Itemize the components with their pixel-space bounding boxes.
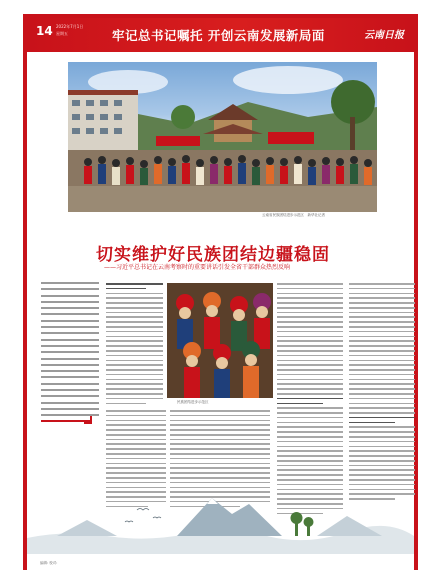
article-headline: 切实维护好民族团结边疆稳固 bbox=[96, 245, 330, 265]
article-column-4 bbox=[277, 283, 343, 517]
section-banner-title: 牢记总书记嘱托 开创云南发展新局面 bbox=[112, 28, 325, 43]
article-column-5 bbox=[349, 283, 415, 503]
editor-note bbox=[41, 282, 99, 417]
editor-note-hook bbox=[84, 416, 92, 424]
main-photo-caption: 云南省民族团结进步示范区 新华社记者 bbox=[262, 213, 325, 217]
bottom-landscape-artwork bbox=[27, 490, 414, 554]
newspaper-logo: 云南日报 bbox=[364, 30, 404, 41]
inset-photo-image bbox=[167, 283, 273, 398]
page-frame-left bbox=[23, 14, 27, 570]
article-column-1 bbox=[106, 283, 163, 407]
inset-photo-caption: 民族团结进步示范区 bbox=[177, 400, 209, 404]
landscape-illustration bbox=[27, 490, 414, 554]
page-number: 14 bbox=[36, 24, 53, 38]
inset-photo bbox=[167, 283, 273, 398]
main-photo-image bbox=[68, 62, 377, 212]
page-weekday: 星期五 bbox=[56, 31, 68, 36]
page-date: 2022年7月1日 bbox=[56, 24, 84, 29]
page-footer: 编辑: 校对: bbox=[40, 561, 58, 565]
article-subheadline: ——习近平总书记在云南考察时的重要讲话引发全省干部群众热烈反响 bbox=[104, 264, 291, 271]
main-photo bbox=[68, 62, 377, 212]
